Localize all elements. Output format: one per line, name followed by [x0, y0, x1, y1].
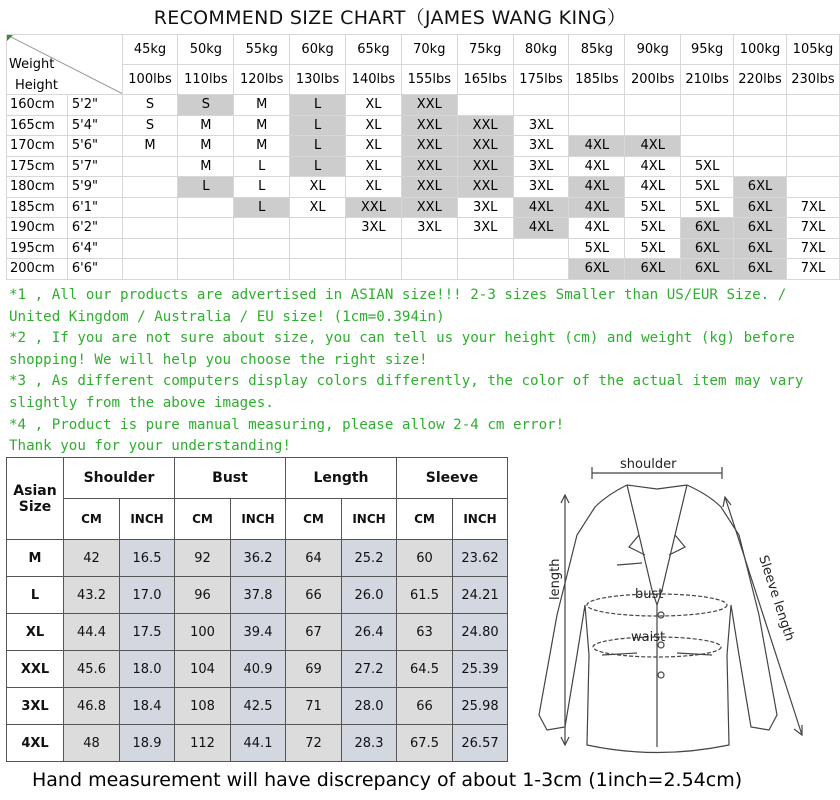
measurement-value: 48 — [64, 725, 120, 762]
measurement-row — [7, 614, 508, 651]
height-cm: 165cm — [7, 115, 68, 136]
measurement-value: 24.80 — [453, 614, 508, 651]
size-cell — [178, 197, 234, 218]
bust-label: bust — [635, 587, 664, 602]
size-cell — [290, 259, 346, 280]
measurement-value: 17.5 — [120, 614, 175, 651]
size-cell: 3XL — [513, 115, 569, 136]
weight-lbs-header: 210lbs — [681, 65, 734, 95]
size-label: 4XL — [7, 725, 64, 762]
weight-kg-header: 65kg — [346, 35, 402, 65]
size-cell: 6XL — [734, 218, 787, 239]
size-label: XL — [7, 614, 64, 651]
size-cell: XL — [346, 177, 402, 198]
weight-kg-header: 75kg — [457, 35, 513, 65]
size-cell: 3XL — [346, 218, 402, 239]
size-cell: L — [290, 156, 346, 177]
size-cell: 6XL — [681, 218, 734, 239]
size-cell: XXL — [457, 136, 513, 157]
unit-header: INCH — [342, 499, 397, 540]
measurement-value: 64.5 — [397, 651, 453, 688]
measurement-value: 25.2 — [342, 540, 397, 577]
size-cell — [513, 259, 569, 280]
size-cell — [513, 95, 569, 116]
size-cell: L — [178, 177, 234, 198]
size-chart-row — [7, 238, 840, 259]
notes-section — [9, 285, 835, 458]
size-cell — [401, 259, 457, 280]
size-cell — [234, 238, 290, 259]
size-cell: 6XL — [734, 177, 787, 198]
size-cell: S — [178, 95, 234, 116]
measurement-value: 64 — [286, 540, 342, 577]
weight-lbs-header: 155lbs — [401, 65, 457, 95]
size-cell — [569, 95, 625, 116]
weight-lbs-header: 140lbs — [346, 65, 402, 95]
measurement-value: 18.0 — [120, 651, 175, 688]
measurement-value: 40.9 — [231, 651, 286, 688]
measurement-value: 25.39 — [453, 651, 508, 688]
size-cell: 5XL — [625, 218, 681, 239]
size-chart-row — [7, 218, 840, 239]
measurement-value: 36.2 — [231, 540, 286, 577]
measurement-value: 26.57 — [453, 725, 508, 762]
size-cell — [234, 259, 290, 280]
asian-size-header: Asian Size — [7, 458, 64, 540]
size-chart-row — [7, 259, 840, 280]
size-chart-row — [7, 115, 840, 136]
jacket-illustration — [517, 455, 807, 773]
size-label: XXL — [7, 651, 64, 688]
size-cell: 5XL — [625, 197, 681, 218]
size-cell: XXL — [457, 156, 513, 177]
height-cm: 160cm — [7, 95, 68, 116]
weight-kg-header: 90kg — [625, 35, 681, 65]
measure-group-header: Bust — [175, 458, 286, 499]
size-chart-row — [7, 156, 840, 177]
measurement-value: 44.1 — [231, 725, 286, 762]
size-cell — [786, 95, 839, 116]
size-cell: S — [122, 115, 178, 136]
size-chart-row — [7, 136, 840, 157]
measurement-value: 23.62 — [453, 540, 508, 577]
weight-lbs-header: 165lbs — [457, 65, 513, 95]
measurement-value: 28.3 — [342, 725, 397, 762]
size-cell: 5XL — [681, 197, 734, 218]
size-cell: XL — [346, 156, 402, 177]
height-ft: 6'2" — [67, 218, 122, 239]
weight-kg-header: 100kg — [734, 35, 787, 65]
height-cm: 180cm — [7, 177, 68, 198]
measurement-value: 42.5 — [231, 688, 286, 725]
weight-lbs-header: 175lbs — [513, 65, 569, 95]
size-cell — [122, 156, 178, 177]
size-cell — [346, 238, 402, 259]
measure-group-header: Length — [286, 458, 397, 499]
size-cell: L — [290, 95, 346, 116]
size-cell — [457, 259, 513, 280]
size-cell: M — [234, 95, 290, 116]
size-chart-corner — [7, 35, 123, 95]
weight-lbs-header: 230lbs — [786, 65, 839, 95]
size-cell — [457, 95, 513, 116]
size-cell: L — [234, 197, 290, 218]
size-cell: 4XL — [625, 177, 681, 198]
size-cell: XL — [346, 95, 402, 116]
size-cell: 6XL — [681, 238, 734, 259]
height-ft: 5'6" — [67, 136, 122, 157]
measurement-value: 28.0 — [342, 688, 397, 725]
size-cell: 4XL — [625, 136, 681, 157]
size-chart-row — [7, 197, 840, 218]
size-cell: S — [122, 95, 178, 116]
size-cell: L — [290, 136, 346, 157]
measurement-value: 61.5 — [397, 577, 453, 614]
measurement-value: 60 — [397, 540, 453, 577]
size-cell: 5XL — [569, 238, 625, 259]
measurement-value: 108 — [175, 688, 231, 725]
size-chart-row — [7, 177, 840, 198]
size-label: 3XL — [7, 688, 64, 725]
weight-lbs-header: 130lbs — [290, 65, 346, 95]
size-cell: 4XL — [625, 156, 681, 177]
size-cell: M — [234, 115, 290, 136]
measurement-value: 42 — [64, 540, 120, 577]
measurement-value: 17.0 — [120, 577, 175, 614]
page-title: RECOMMEND SIZE CHART（JAMES WANG KING） — [153, 7, 627, 29]
note-line: Thank you for your understanding! — [9, 438, 291, 455]
height-ft: 5'9" — [67, 177, 122, 198]
size-chart-header-lbs — [7, 65, 840, 95]
size-cell: M — [122, 136, 178, 157]
measurement-value: 39.4 — [231, 614, 286, 651]
size-cell: 3XL — [457, 197, 513, 218]
size-cell: 5XL — [625, 238, 681, 259]
measurement-value: 46.8 — [64, 688, 120, 725]
measurement-value: 112 — [175, 725, 231, 762]
measurement-value: 92 — [175, 540, 231, 577]
measurement-row — [7, 540, 508, 577]
measurement-value: 104 — [175, 651, 231, 688]
note-line: *4 , Product is pure manual measuring, please allow 2-4 cm error! — [9, 416, 565, 433]
size-cell — [346, 259, 402, 280]
size-cell: 5XL — [681, 156, 734, 177]
measurement-value: 96 — [175, 577, 231, 614]
note-line: *1 , All our products are advertised in ASIAN size!!! 2-3 sizes Smaller than US/EUR Size. / United Kingdom / Australia / EU size! (1cm=0.394in) — [9, 287, 787, 325]
weight-kg-header: 95kg — [681, 35, 734, 65]
height-ft: 6'1" — [67, 197, 122, 218]
size-cell: XL — [290, 177, 346, 198]
size-cell: XXL — [401, 136, 457, 157]
measurement-value: 16.5 — [120, 540, 175, 577]
weight-kg-header: 85kg — [569, 35, 625, 65]
size-cell — [178, 259, 234, 280]
size-cell — [681, 115, 734, 136]
size-chart-table — [6, 34, 840, 280]
size-cell: XXL — [401, 115, 457, 136]
weight-kg-header: 50kg — [178, 35, 234, 65]
size-cell — [786, 177, 839, 198]
height-cm: 200cm — [7, 259, 68, 280]
size-cell: 3XL — [457, 218, 513, 239]
size-cell: XXL — [346, 197, 402, 218]
size-cell: 6XL — [734, 238, 787, 259]
size-cell — [681, 136, 734, 157]
measurement-value: 25.98 — [453, 688, 508, 725]
size-cell — [401, 238, 457, 259]
height-ft: 5'7" — [67, 156, 122, 177]
measurement-row — [7, 688, 508, 725]
size-cell: 7XL — [786, 238, 839, 259]
size-cell: 6XL — [734, 197, 787, 218]
size-cell: 4XL — [569, 136, 625, 157]
size-cell — [122, 238, 178, 259]
measure-group-header: Sleeve — [397, 458, 508, 499]
size-chart-header-kg — [7, 35, 840, 65]
measurement-value: 26.4 — [342, 614, 397, 651]
measurement-value: 27.2 — [342, 651, 397, 688]
size-cell: 4XL — [569, 156, 625, 177]
weight-kg-header: 60kg — [290, 35, 346, 65]
size-cell: XL — [346, 115, 402, 136]
size-cell: L — [234, 156, 290, 177]
size-cell — [786, 156, 839, 177]
measurement-value: 18.9 — [120, 725, 175, 762]
weight-kg-header: 105kg — [786, 35, 839, 65]
size-cell: XXL — [457, 177, 513, 198]
jacket-diagram — [517, 455, 807, 773]
measurement-value: 100 — [175, 614, 231, 651]
size-cell — [234, 218, 290, 239]
measurement-value: 37.8 — [231, 577, 286, 614]
size-cell — [734, 156, 787, 177]
note-line: *2 , If you are not sure about size, you can tell us your height (cm) and weight (kg) before shopping! We will help you choose the right size! — [9, 330, 795, 368]
height-cm: 170cm — [7, 136, 68, 157]
height-cm: 190cm — [7, 218, 68, 239]
size-cell: 4XL — [569, 177, 625, 198]
size-cell: L — [290, 115, 346, 136]
size-cell: M — [178, 136, 234, 157]
measurement-value: 43.2 — [64, 577, 120, 614]
size-cell — [290, 238, 346, 259]
size-cell: 7XL — [786, 197, 839, 218]
weight-lbs-header: 100lbs — [122, 65, 178, 95]
size-cell: 4XL — [513, 218, 569, 239]
size-cell: M — [234, 136, 290, 157]
measurement-table — [6, 457, 508, 762]
sleeve-length-label: Sleeve length — [755, 553, 798, 643]
size-cell: 6XL — [569, 259, 625, 280]
size-cell — [625, 95, 681, 116]
unit-header: CM — [64, 499, 120, 540]
measurement-value: 71 — [286, 688, 342, 725]
size-cell — [290, 218, 346, 239]
weight-kg-header: 80kg — [513, 35, 569, 65]
weight-kg-header: 70kg — [401, 35, 457, 65]
height-cm: 175cm — [7, 156, 68, 177]
size-cell: 4XL — [569, 197, 625, 218]
size-cell — [734, 95, 787, 116]
weight-lbs-header: 185lbs — [569, 65, 625, 95]
size-chart-row — [7, 95, 840, 116]
size-label: M — [7, 540, 64, 577]
size-cell — [178, 218, 234, 239]
size-label: L — [7, 577, 64, 614]
size-cell: 3XL — [513, 156, 569, 177]
measurement-row — [7, 651, 508, 688]
unit-header: INCH — [231, 499, 286, 540]
measurement-row — [7, 577, 508, 614]
size-cell: 6XL — [625, 259, 681, 280]
measurement-row — [7, 725, 508, 762]
size-cell: 6XL — [681, 259, 734, 280]
measurement-value: 45.6 — [64, 651, 120, 688]
size-cell: L — [234, 177, 290, 198]
length-label: length — [548, 558, 563, 600]
measurement-value: 26.0 — [342, 577, 397, 614]
size-cell: XL — [290, 197, 346, 218]
size-cell — [734, 136, 787, 157]
size-cell: M — [178, 115, 234, 136]
size-cell: XXL — [401, 156, 457, 177]
height-ft: 6'4" — [67, 238, 122, 259]
measurement-value: 66 — [397, 688, 453, 725]
measure-group-header: Shoulder — [64, 458, 175, 499]
size-cell — [681, 95, 734, 116]
size-cell: XXL — [401, 197, 457, 218]
height-label: Height — [15, 78, 58, 93]
unit-header: INCH — [120, 499, 175, 540]
size-cell: 7XL — [786, 218, 839, 239]
measurement-value: 18.4 — [120, 688, 175, 725]
size-cell — [178, 238, 234, 259]
measurement-value: 63 — [397, 614, 453, 651]
measurement-value: 67 — [286, 614, 342, 651]
size-cell — [786, 136, 839, 157]
size-cell: XL — [346, 136, 402, 157]
size-cell: 3XL — [513, 136, 569, 157]
size-cell: 4XL — [569, 218, 625, 239]
unit-header: CM — [175, 499, 231, 540]
weight-label: Weight — [9, 57, 55, 72]
shoulder-label: shoulder — [620, 457, 677, 472]
size-cell — [786, 115, 839, 136]
note-line: *3 , As different computers display colors differently, the color of the actual item may vary slightly from the above images. — [9, 373, 804, 411]
weight-kg-header: 55kg — [234, 35, 290, 65]
weight-lbs-header: 120lbs — [234, 65, 290, 95]
size-cell — [122, 197, 178, 218]
size-cell — [625, 115, 681, 136]
weight-lbs-header: 200lbs — [625, 65, 681, 95]
size-cell: XXL — [401, 95, 457, 116]
size-cell: 3XL — [513, 177, 569, 198]
unit-header: CM — [286, 499, 342, 540]
size-cell — [122, 218, 178, 239]
size-cell: M — [178, 156, 234, 177]
size-cell: 7XL — [786, 259, 839, 280]
size-cell — [513, 238, 569, 259]
weight-kg-header: 45kg — [122, 35, 178, 65]
size-cell: 5XL — [681, 177, 734, 198]
size-cell: XXL — [457, 115, 513, 136]
measurement-value: 66 — [286, 577, 342, 614]
height-ft: 6'6" — [67, 259, 122, 280]
unit-header: INCH — [453, 499, 508, 540]
measurement-value: 67.5 — [397, 725, 453, 762]
size-cell — [734, 115, 787, 136]
size-cell — [569, 115, 625, 136]
measurement-value: 44.4 — [64, 614, 120, 651]
size-cell — [457, 238, 513, 259]
measurement-value: 69 — [286, 651, 342, 688]
size-cell: 4XL — [513, 197, 569, 218]
height-cm: 185cm — [7, 197, 68, 218]
size-cell — [122, 177, 178, 198]
height-cm: 195cm — [7, 238, 68, 259]
footer-note: Hand measurement will have discrepancy of about 1-3cm (1inch=2.54cm) — [32, 769, 743, 791]
height-ft: 5'2" — [67, 95, 122, 116]
size-cell: 6XL — [734, 259, 787, 280]
size-cell — [122, 259, 178, 280]
size-cell: XXL — [401, 177, 457, 198]
size-cell: 3XL — [401, 218, 457, 239]
height-ft: 5'4" — [67, 115, 122, 136]
unit-header: CM — [397, 499, 453, 540]
weight-lbs-header: 110lbs — [178, 65, 234, 95]
measurement-value: 72 — [286, 725, 342, 762]
waist-label: waist — [631, 630, 666, 645]
measurement-value: 24.21 — [453, 577, 508, 614]
weight-lbs-header: 220lbs — [734, 65, 787, 95]
